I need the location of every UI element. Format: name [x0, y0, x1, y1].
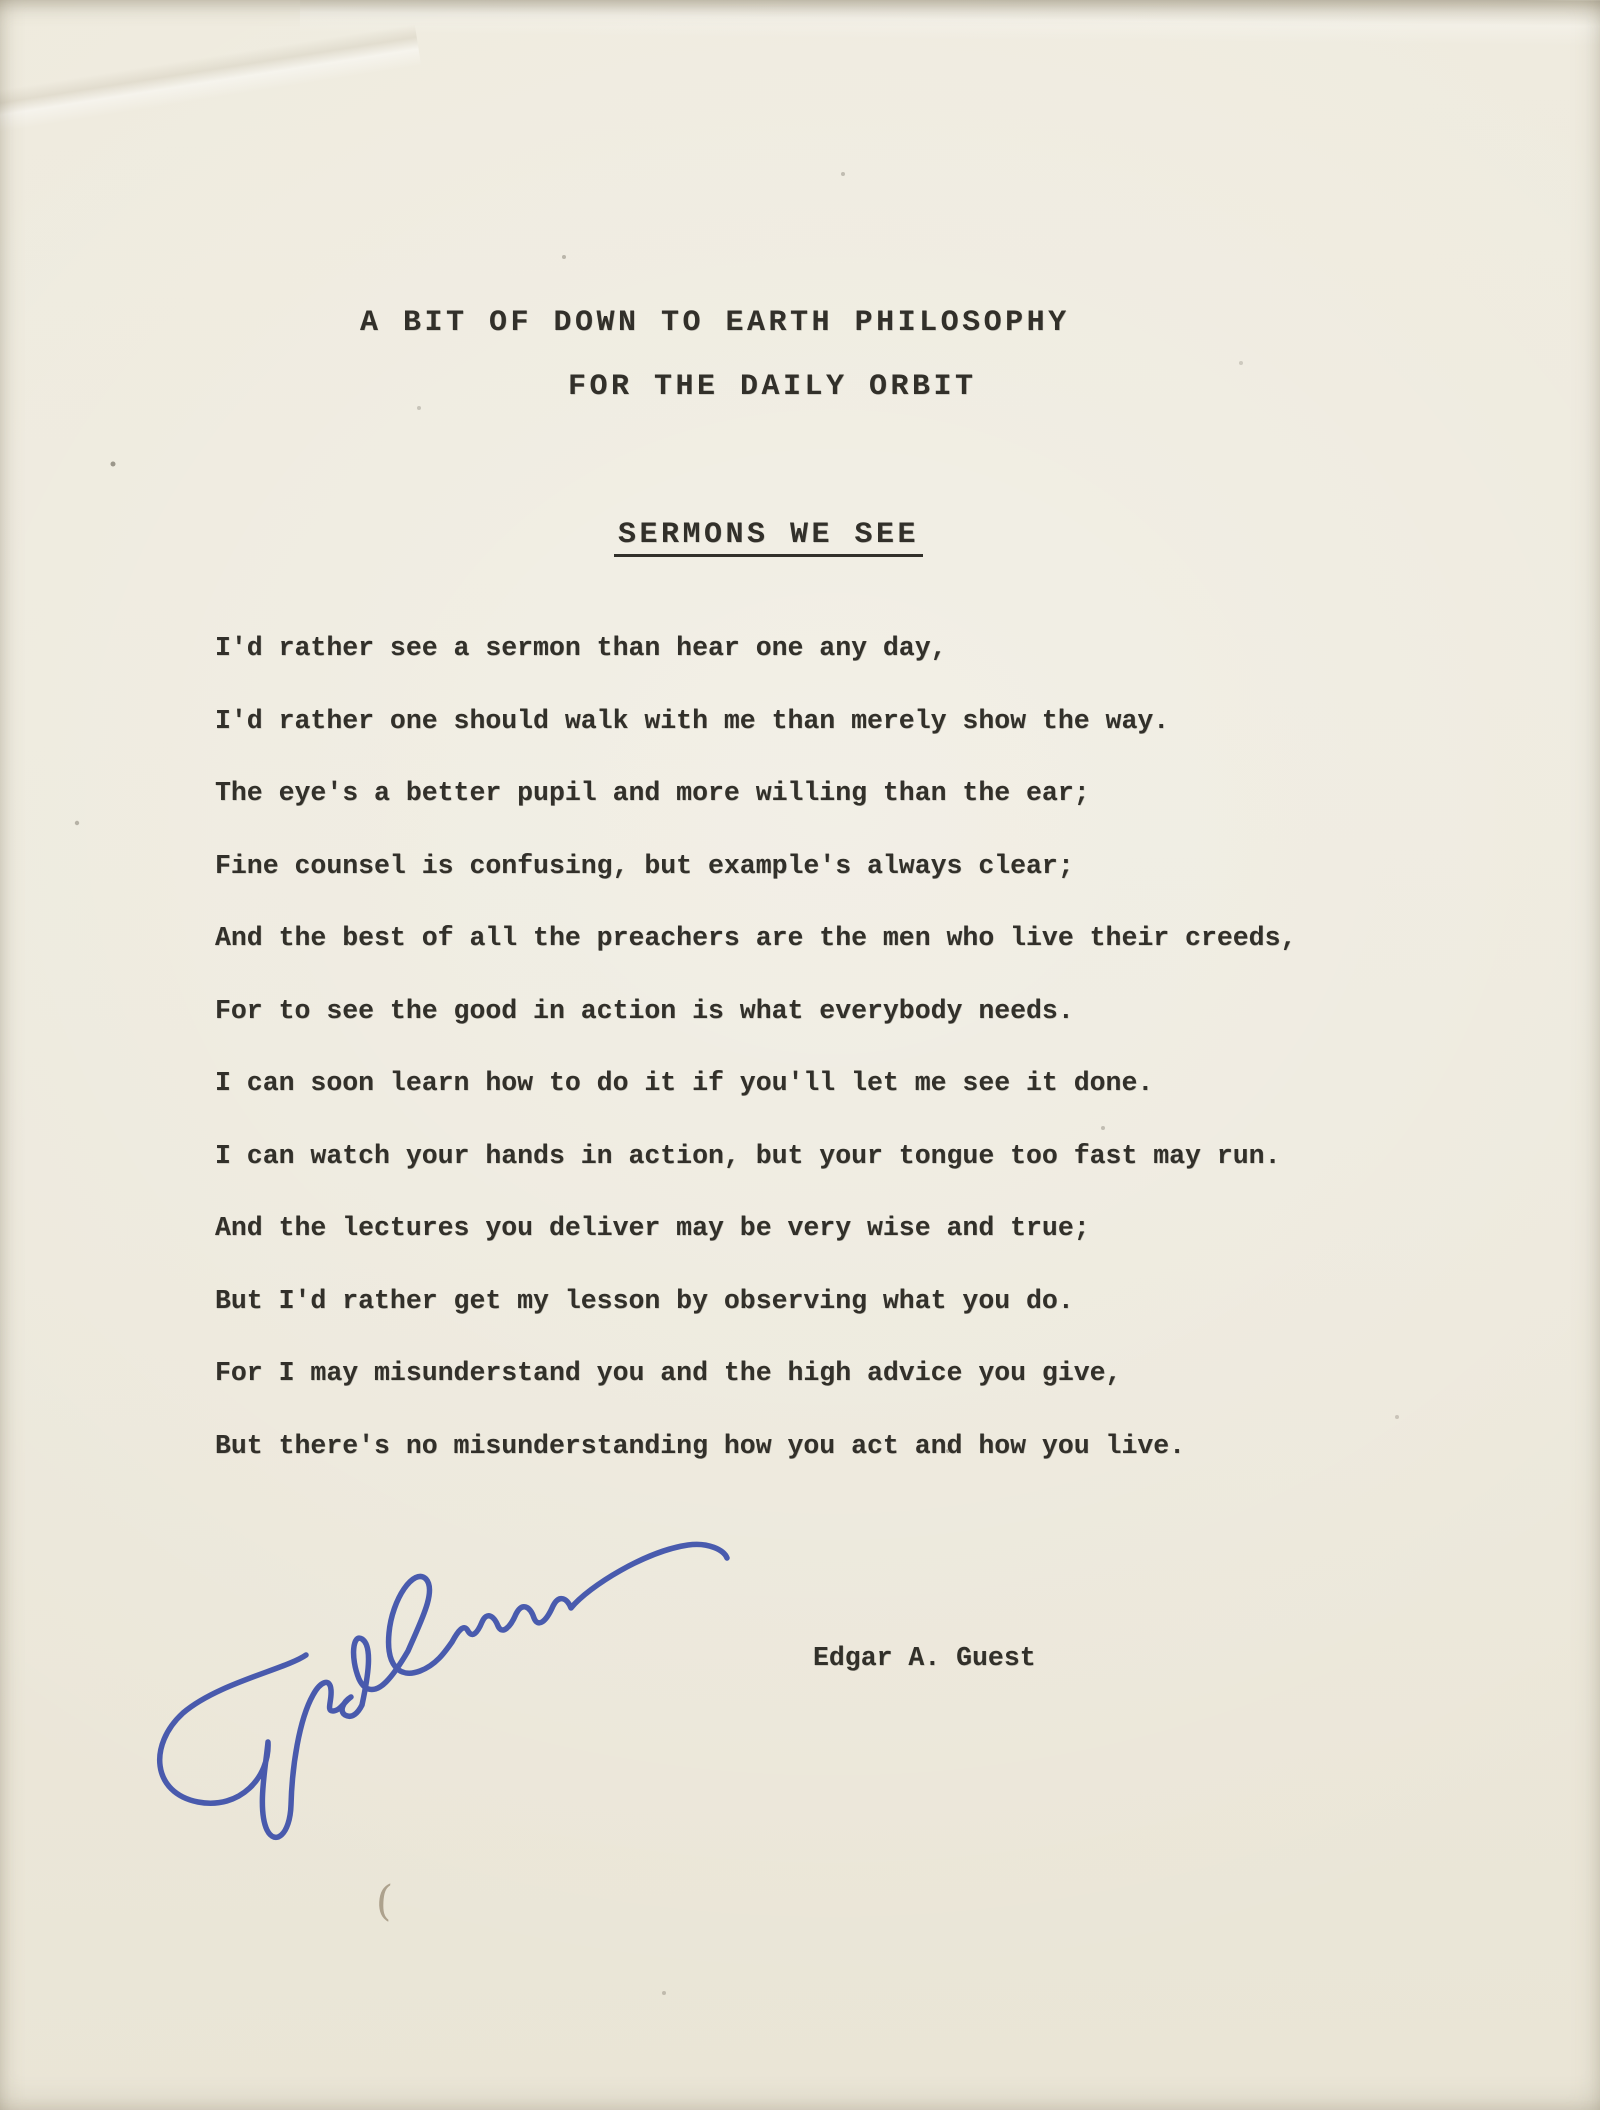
poem-title: SERMONS WE SEE: [614, 520, 923, 557]
poem-line-12: But there's no misunderstanding how you act and how you live.: [215, 1430, 1186, 1461]
poem-line-4: Fine counsel is confusing, but example's always clear;: [215, 850, 1074, 881]
signature-stroke: [160, 1544, 727, 1837]
poem-line-8: I can watch your hands in action, but your tongue too fast may run.: [215, 1140, 1281, 1171]
document-title-line-2: FOR THE DAILY ORBIT: [568, 370, 977, 404]
poem-line-1: I'd rather see a sermon than hear one any day,: [215, 633, 947, 663]
poem-line-5: And the best of all the preachers are the men who live their creeds,: [215, 923, 1297, 953]
poem-line-2: I'd rather one should walk with me than merely show the way.: [215, 705, 1170, 736]
poem-line-9: And the lectures you deliver may be very wise and true;: [215, 1213, 1090, 1243]
stray-pencil-mark: (: [374, 1875, 394, 1926]
poem-line-10: But I'd rather get my lesson by observing what you do.: [215, 1285, 1074, 1316]
paper-crease-top: [300, 0, 1600, 47]
poem-line-3: The eye's a better pupil and more willing than the ear;: [215, 778, 1090, 808]
paper-crease-top-left: [0, 0, 425, 161]
author-attribution: Edgar A. Guest: [813, 1643, 1036, 1673]
paper-specks: [0, 0, 2, 2]
poem-line-6: For to see the good in action is what everybody needs.: [215, 995, 1074, 1026]
poem-body: [215, 612, 1296, 1482]
handwritten-signature: [90, 1505, 750, 1885]
document-title-line-1: A BIT OF DOWN TO EARTH PHILOSOPHY: [360, 306, 1070, 340]
poem-line-11: For I may misunderstand you and the high advice you give,: [215, 1358, 1122, 1388]
poem-line-7: I can soon learn how to do it if you'll let me see it done.: [215, 1068, 1154, 1098]
